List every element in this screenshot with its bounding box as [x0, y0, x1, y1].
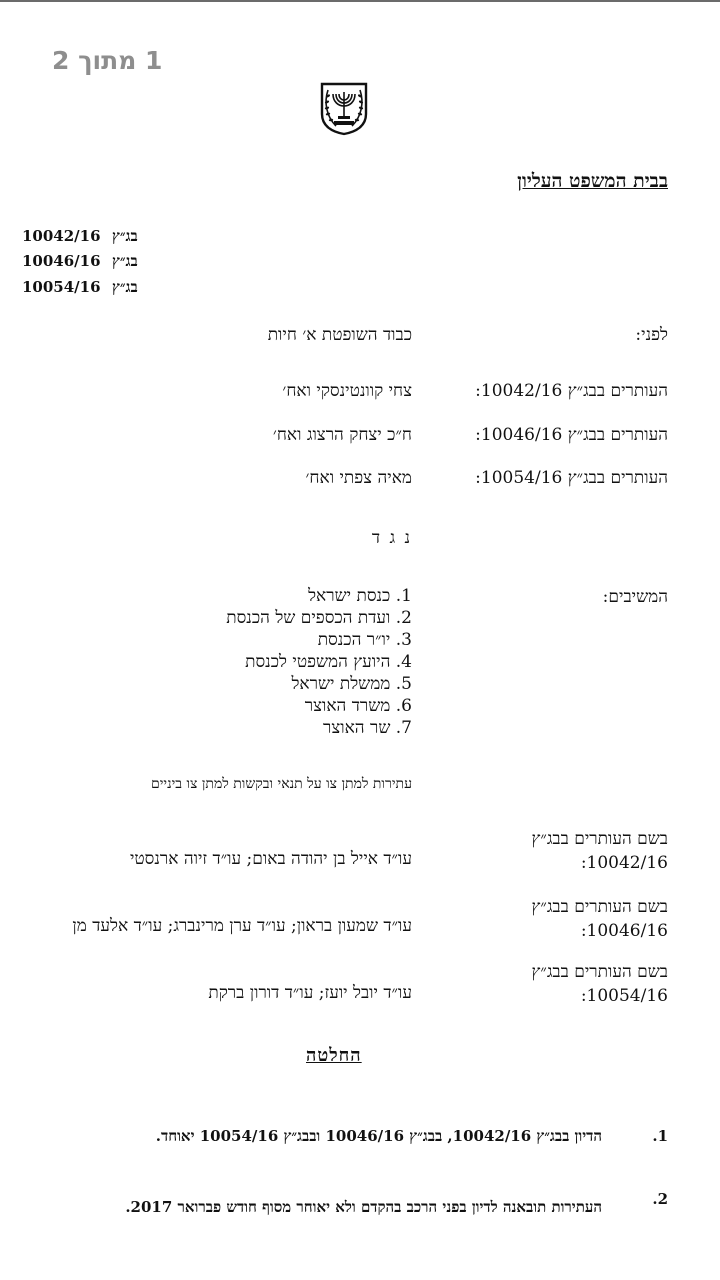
top-border [0, 0, 720, 2]
petitioners-name: צחי קוונטינסקי ואח׳ [282, 381, 412, 401]
counsel-names: עו״ד יובל יועז; עו״ד דורון ברקת [208, 983, 412, 1003]
counsel-label: בשם העותרים בבג״ץ 10046/16: [531, 897, 668, 941]
petitioners-label: העותרים בבג״ץ 10054/16: [475, 468, 668, 488]
petitioners-label: העותרים בבג״ץ 10042/16: [475, 381, 668, 401]
case-number-line [22, 227, 138, 246]
case-number: 10046/16 [22, 252, 101, 270]
counsel-label: בשם העותרים בבג״ץ 10054/16: [531, 962, 668, 1006]
counsel-label: בשם העותרים בבג״ץ 10042/16: [531, 829, 668, 873]
respondent-item: 2. ועדת הכספים של הכנסת [226, 608, 412, 628]
case-number-line [22, 278, 138, 297]
versus-label: נ ג ד [371, 528, 412, 548]
respondent-item: 7. שר האוצר [322, 718, 412, 738]
counsel-names: עו״ד אייל בן יהודה באום; עו״ד זיוה ארנסטי [129, 849, 412, 869]
respondent-item: 6. משרד האוצר [304, 696, 412, 716]
petitioners-label: העותרים בבג״ץ 10046/16: [475, 425, 668, 445]
case-label: בג״ץ [112, 252, 138, 270]
case-label: בג״ץ [112, 278, 138, 296]
counsel-names: עו״ד שמעון בראון; עו״ד ערן מרינברג; עו״ד אלעד מן [72, 916, 412, 936]
respondents-list [226, 585, 412, 739]
respondents-label: המשיבים: [602, 587, 668, 607]
respondent-item: 5. ממשלת ישראל [291, 674, 412, 694]
israel-state-emblem-icon [316, 80, 372, 136]
case-number: 10042/16 [22, 227, 101, 245]
paragraph-number: 1. [652, 1127, 668, 1145]
respondent-item: 1. כנסת ישראל [308, 586, 412, 606]
court-name: בבית המשפט העליון [517, 170, 668, 192]
case-label: בג״ץ [112, 227, 138, 245]
petitions-description: עתירות למתן צו על תנאי ובקשות למתן צו ביניים [150, 776, 412, 792]
respondent-item: 4. היועץ המשפטי לכנסת [245, 652, 412, 672]
paragraph-text: העתירות תובאנה לדיון בפני הרכב בהקדם ולא יאוחר מסוף חודש פברואר 2017. [125, 1198, 602, 1216]
judge-name: כבוד השופטת א׳ חיות [267, 325, 412, 345]
page-indicator: 1 מתוך 2 [52, 46, 163, 75]
case-number-line [22, 252, 138, 271]
petitioners-name: ח״כ יצחק הרצוג ואח׳ [272, 425, 412, 445]
petitioners-name: מאיה צפתי ואח׳ [305, 468, 412, 488]
paragraph-text: הדיון בבג״ץ 10042/16, בבג״ץ 10046/16 ובבג״ץ 10054/16 יאוחד. [155, 1127, 602, 1145]
decision-title: החלטה [306, 1045, 362, 1066]
respondent-item: 3. יו״ר הכנסת [317, 630, 412, 650]
paragraph-number: 2. [652, 1190, 668, 1208]
before-label: לפני: [635, 325, 668, 345]
case-number: 10054/16 [22, 278, 101, 296]
